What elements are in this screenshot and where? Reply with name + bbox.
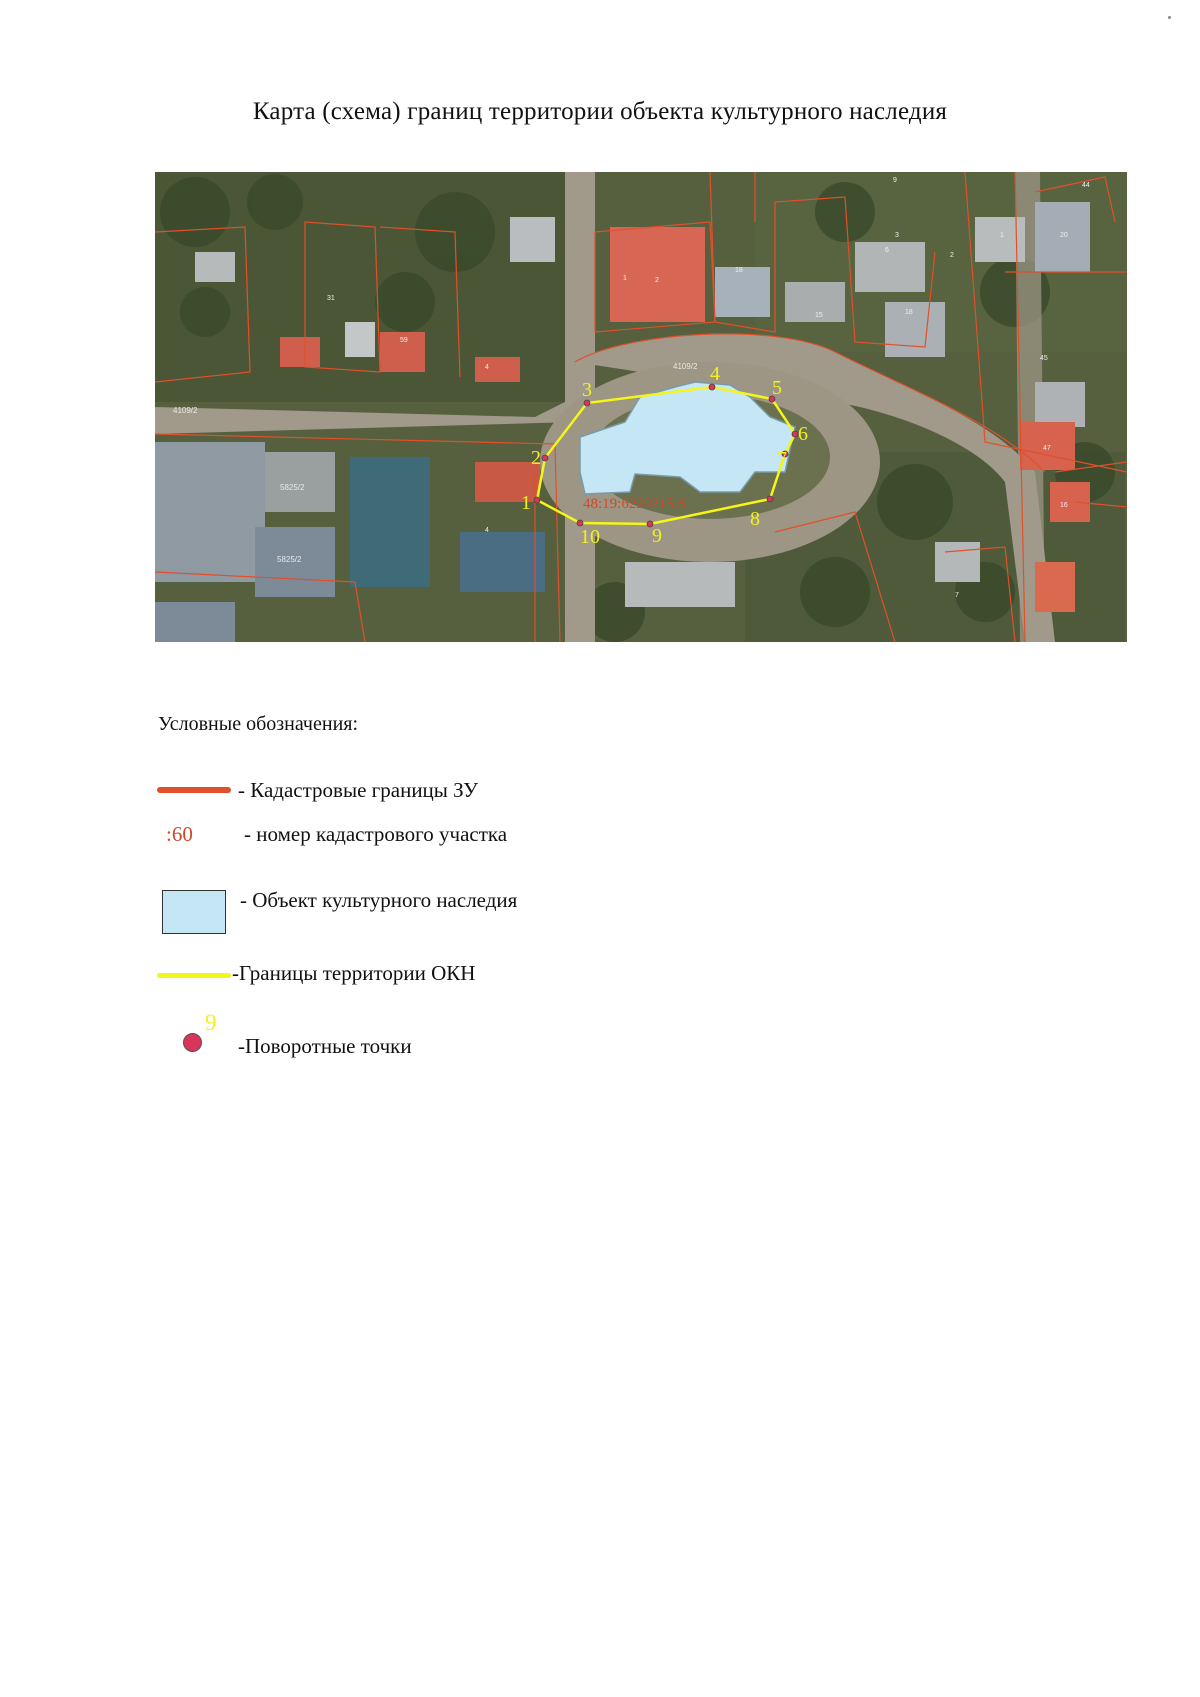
object-cadastral-number: 48:19:6220215:8 [583,496,686,512]
turning-point-swatch-number: 9 [205,1010,217,1035]
legend-label-cadastral-boundary: - Кадастровые границы ЗУ [238,778,479,802]
parcel-label: 47 [1043,445,1051,452]
parcel-label: 18 [905,309,913,316]
turning-point-label: 5 [772,377,782,399]
turning-point-label: 7 [777,448,787,470]
legend-label-cadastral-number: - номер кадастрового участка [244,822,508,846]
parcel-label: 44 [1082,182,1090,189]
cadastral-boundary-swatch [157,787,231,793]
parcel-label: 6 [885,247,889,254]
turning-point-label: 9 [652,525,662,547]
turning-point-label: 6 [798,423,808,445]
turning-point-label: 1 [521,492,531,514]
parcel-label: 7 [955,592,959,599]
satellite-map[interactable] [155,172,1127,642]
legend-label-turning-points: -Поворотные точки [238,1034,412,1058]
parcel-label: 16 [1060,502,1068,509]
okn-object-swatch [162,890,226,934]
turning-point-swatch [183,1033,202,1052]
page-title: Карта (схема) границ территории объекта культурного наследия [252,98,948,125]
parcel-label: 2 [950,252,954,259]
legend-heading: Условные обозначения: [158,713,359,735]
street-label: 4109/2 [673,362,698,371]
turning-point-label: 8 [750,508,760,530]
parcel-label: 31 [327,295,335,302]
parcel-label: 18 [735,267,743,274]
parcel-label: 1 [623,275,627,282]
okn-territory-swatch [157,973,231,978]
scan-speck [1168,16,1171,19]
parcel-label: 15 [815,312,823,319]
turning-point-label: 10 [580,526,600,548]
legend-label-okn-object: - Объект культурного наследия [240,888,518,912]
block-label: 5825/2 [277,555,302,564]
parcel-label: 2 [655,277,659,284]
parcel-label: 20 [1060,232,1068,239]
block-label: 5825/2 [280,483,305,492]
parcel-label: 9 [893,177,897,184]
parcel-label: 1 [1000,232,1004,239]
parcel-label: 4 [485,364,489,371]
turning-point-label: 2 [531,447,541,469]
parcel-label: 4 [485,527,489,534]
parcel-label: 3 [895,232,899,239]
parcel-label: 59 [400,337,408,344]
turning-point-label: 3 [582,379,592,401]
parcel-label: 45 [1040,355,1048,362]
turning-point-label: 4 [710,363,720,385]
street-label: 4109/2 [173,406,198,415]
legend-label-okn-territory: -Границы территории ОКН [232,961,476,985]
cadastral-number-swatch: :60 [166,822,193,846]
